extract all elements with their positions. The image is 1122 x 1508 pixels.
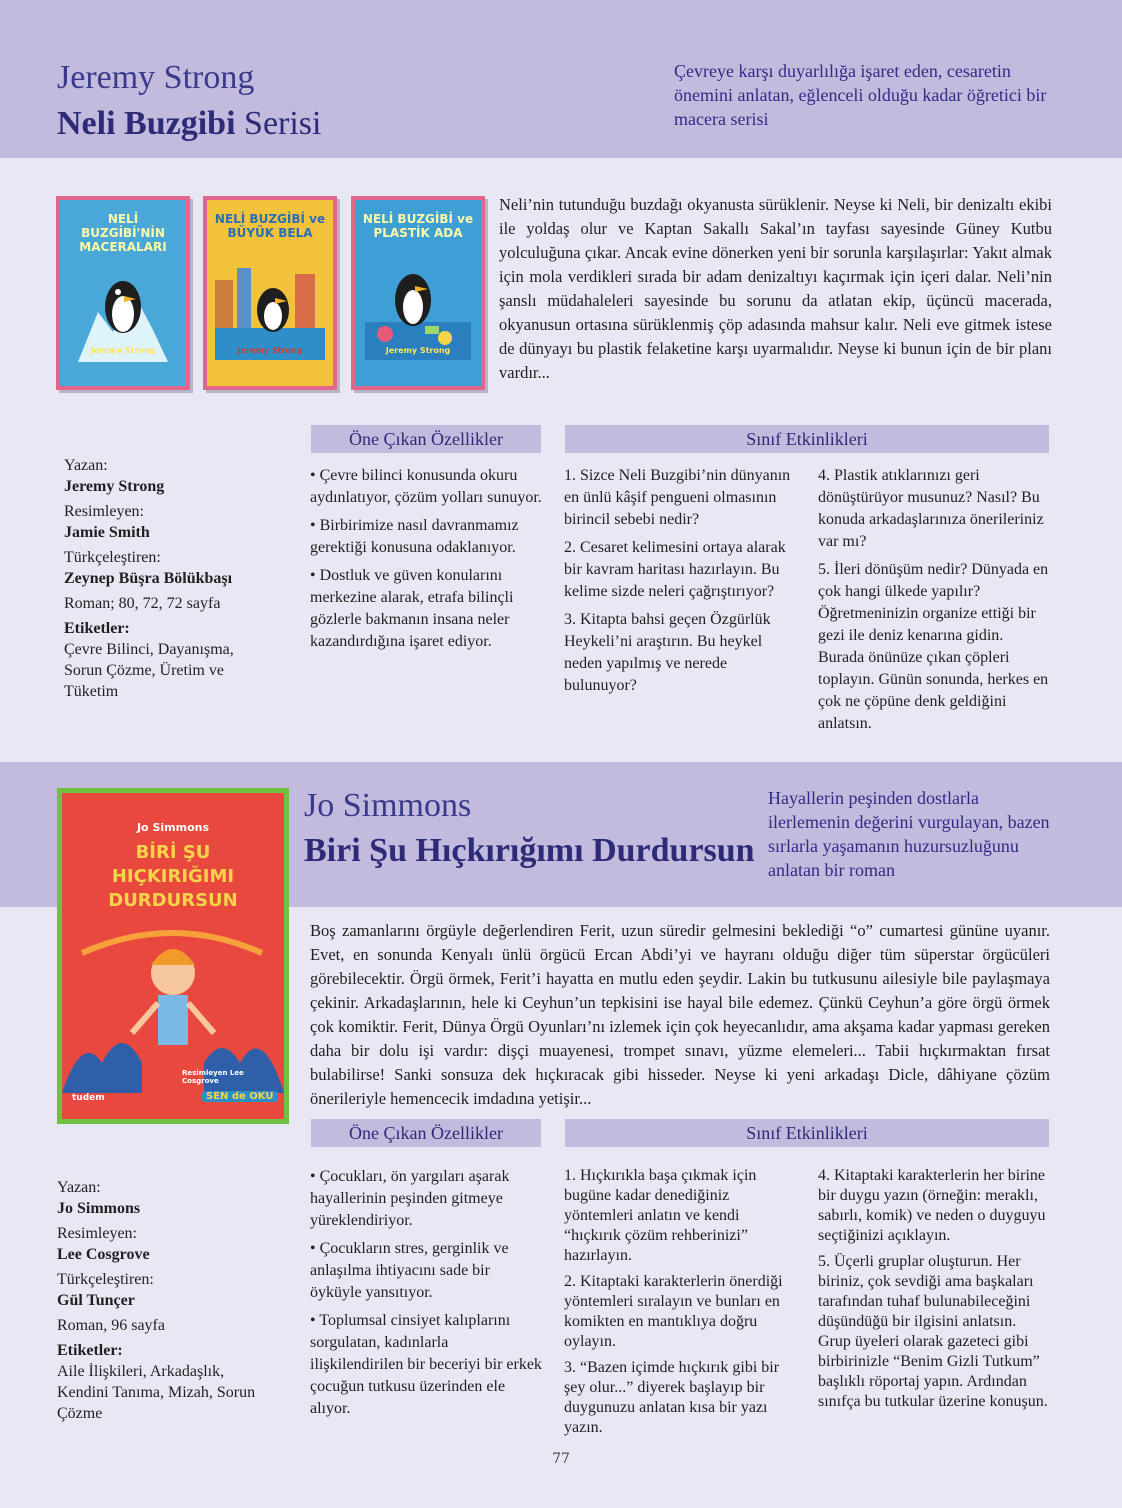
book1-activities-left [564,465,796,703]
book1-cover-3-author: Jeremy Strong [385,346,451,355]
book1-activity-item: 1. Sizce Neli Buzgibi’nin dünyanın en ünlü kâşif pengueni olmasının birincil sebebi nedir? [564,467,791,528]
book1-features-header: Öne Çıkan Özellikler [311,425,541,453]
book2-meta [57,1177,287,1424]
book2-tagline: Hayallerin peşinden dostlarla ilerlemenin değerini vurgulayan, bazen sırlarla yaşamanın huzursuzluğunu anlatan bir roman [768,788,1050,880]
book1-feature-item: • Çevre bilinci konusunda okuru aydınlatıyor, çözüm yolları sunuyor. [310,467,542,506]
book1-cover-3 [351,196,485,390]
book2-activities-left [564,1166,796,1444]
book2-feature-item: • Toplumsal cinsiyet kalıplarını sorgulatan, kadınlarla ilişkilendirilen bir beceriyi bir erkek çocuğun tutkusu üzerinden ele alıyor. [310,1312,542,1417]
book2-cover-series: SEN de OKU [202,1091,278,1102]
book1-tags: Çevre Bilinci, Dayanışma, Sorun Çözme, Üretim ve Tüketim [64,641,234,700]
penguin-city-illustration-icon [215,260,325,360]
book2-illustrator-label: Resimleyen: [57,1225,137,1242]
book1-cover-1 [56,196,190,390]
book1-illustrator: Jamie Smith [64,524,150,541]
book1-cover-2 [203,196,337,390]
book2-activity-item: 3. “Bazen içimde hıçkırık gibi bir şey olur...” diyerek başlayıp bir duygunuzu anlatan kısa bir yazı yazın. [564,1359,780,1436]
book2-activities-header: Sınıf Etkinlikleri [565,1119,1049,1147]
book2-tags: Aile İlişkileri, Arkadaşlık, Kendini Tanıma, Mizah, Sorun Çözme [57,1363,256,1422]
book1-title-bold: Neli Buzgibi [57,105,236,142]
book2-cover-title: BİRİ ŞU HIÇKIRIĞIMI DURDURSUN [108,842,238,911]
book1-activities-header: Sınıf Etkinlikleri [565,425,1049,453]
book1-feature-item: • Dostluk ve güven konularını merkezine alarak, etrafa bilinçli gözlerle bakmanın insana neler kazandırdığına işaret ediyor. [310,567,514,650]
book1-activity-item: 5. İleri dönüşüm nedir? Dünyada en çok hangi ülkede yapılır? Öğretmeninizin organize ettiği bir gezi ile deniz kenarına gidin. Burada önünüze çıkan çöpleri toplayın. Günün sonunda, herkes en çok ne çöpüne denk geldiğini anlatsın. [818,561,1049,732]
book2-activity-item: 5. Üçerli gruplar oluşturun. Her biriniz, çok sevdiği ama başkaları tarafından tuhaf bulunabileceğini düşündüğü bir ilgisini anlatsın. Grup üyeleri olarak gazeteci gibi birbirinizle “Benim Gizli Tutkum” başlıklı röportaj yapın. Ardından sınıfça bu tutkular üzerine konuşun. [818,1253,1048,1410]
book1-writer-label: Yazan: [64,457,108,474]
book1-tagline: Çevreye karşı duyarlılığa işaret eden, cesaretin önemini anlatan, eğlenceli olduğu kadar öğretici bir macera serisi [674,61,1047,129]
book1-writer: Jeremy Strong [64,478,165,495]
book2-title [304,831,755,871]
book2-feature-item: • Çocukların stres, gerginlik ve anlaşılma ihtiyacını sade bir öyküyle yansıtıyor. [310,1240,509,1301]
book1-illustrator-label: Resimleyen: [64,503,144,520]
hiccup-boy-illustration-icon [62,913,284,1093]
book1-translator: Zeynep Büşra Bölükbaşı [64,570,233,587]
book2-translator-label: Türkçeleştiren: [57,1271,154,1288]
book1-activities-right [818,465,1050,741]
book1-tags-label: Etiketler: [64,620,130,637]
book2-format: Roman, 96 sayfa [57,1317,165,1334]
book1-cover-1-title: NELİ BUZGİBİ'NİN MACERALARI [79,212,167,254]
book2-cover-author: Jo Simmons [136,821,210,834]
book1-cover-3-title: NELİ BUZGİBİ ve PLASTİK ADA [362,212,474,240]
book1-format: Roman; 80, 72, 72 sayfa [64,595,221,612]
book1-author: Jeremy Strong [57,59,255,96]
book2-cover-illustrator: Resimleyen Lee Cosgrove [182,1069,244,1085]
book2-summary: Boş zamanlarını örgüyle değerlendiren Ferit, uzun süredir gelmesini beklediği “o” cumartesi gününe uyanır. Evet, en sonunda Kenyalı ünlü örgücü Ercan Abdi’yi ve hayranı olduğu diğer tüm süperstar örgücüleri görebilecektir. Örgü örmek, Ferit’i hayatta en mutlu eden şeydir. Lakin bu tutkusunu ailesiyle bile paylaşmaya çekinir. Arkadaşlarının, hele ki Ceyhun’un tepkisini ise hayal bile edemez. Çünkü Ceyhun’a göre örgü örmek çok komiktir. Ferit, Dünya Örgü Oyunları’nı izlemek için çok heyecanlıdır, ama akşama kadar yapması gereken daha bir dolu işi vardır: dişçi muayenesi, trompet sınavı, yüzme elemeleri... Tabii hıçkırmaktan fırsat bulabilirse! Sanki sonsuza dek hıçkıracak gibi hisseder. Neyse ki yeni arkadaşı Dicle, dâhiyane çözüm önerileriyle hemencecik imdadına yetişir... [310,921,1050,1108]
book2-activities-right [818,1166,1050,1418]
book2-cover-publisher: tudem [72,1093,105,1103]
book1-cover-2-title: NELİ BUZGİBİ ve BÜYÜK BELA [214,212,326,240]
page-number: 77 [552,1451,570,1467]
book1-cover-1-author: Jeremy Strong [90,346,156,355]
book2-activity-item: 2. Kitaptaki karakterlerin önerdiği yöntemleri sıralayın ve bunları en komikten en mantıklıya doğru oylayın. [564,1273,783,1350]
book2-writer: Jo Simmons [57,1200,141,1217]
book1-cover-2-author: Jeremy Strong [237,346,303,355]
book2-feature-item: • Çocukları, ön yargıları aşarak hayallerinin peşinden gitmeye yüreklendiriyor. [310,1168,510,1229]
book1-features [310,465,542,659]
book1-feature-item: • Birbirimize nasıl davranmamız gerektiği konusuna odaklanıyor. [310,517,519,556]
book2-tags-label: Etiketler: [57,1342,123,1359]
book1-title-rest: Serisi [235,105,322,142]
book1-title [57,104,321,144]
book1-translator-label: Türkçeleştiren: [64,549,161,566]
book1-activity-item: 4. Plastik atıklarınızı geri dönüştürüyor musunuz? Nasıl? Bu konuda arkadaşlarınıza önerileriniz var mı? [818,467,1044,550]
penguin-plastic-illustration-icon [365,256,471,360]
book2-author: Jo Simmons [304,787,472,824]
book1-summary: Neli’nin tutunduğu buzdağı okyanusta sürüklenir. Neyse ki Neli, bir denizaltı ekibi ile yoldaş olur ve Kaptan Sakallı Sakal’ın tayfası sayesinde Güney Kutbu yolculuğuna çıkar. Ancak evine dönerken yeni bir sorunla karşılaşırlar: Yakıt almak için mola verdikleri sırada bir adam denizaltıyı kaçırmak için içeri dalar. Neli’nin şanslı müdahaleleri sayesinde bu sorunu da atlatan ekip, üçüncü macerada, okyanusun ortasına sürüklenmiş çöp adasında mahsur kalır. Neli eve gitmek istese de dünyayı bu plastik felaketine karşı uyarmalıdır. Neyse ki bunun için de bir planı vardır... [499,195,1052,382]
book2-title-text: Biri Şu Hıçkırığımı Durdursun [304,832,755,869]
book1-meta [64,455,294,702]
book1-activity-item: 3. Kitapta bahsi geçen Özgürlük Heykeli’ni araştırın. Bu heykel neden yapılmış ve nerede bulunuyor? [564,611,771,694]
book2-translator: Gül Tunçer [57,1292,135,1309]
book2-activity-item: 1. Hıçkırıkla başa çıkmak için bugüne kadar denediğiniz yöntemleri anlatın ve kendi “hıçkırık çözüm rehberinizi” hazırlayın. [564,1167,757,1264]
book2-cover [57,788,289,1124]
book2-illustrator: Lee Cosgrove [57,1246,150,1263]
book1-activity-item: 2. Cesaret kelimesini ortaya alarak bir kavram haritası hazırlayın. Bu kelime sizde neleri çağrıştırıyor? [564,539,786,600]
book2-features-header: Öne Çıkan Özellikler [311,1119,541,1147]
book2-writer-label: Yazan: [57,1179,101,1196]
book2-features [310,1166,542,1426]
book2-activity-item: 4. Kitaptaki karakterlerin her birine bir duygu yazın (örneğin: meraklı, sabırlı, komik) ve neden o duyguyu seçtiğinizi açıklayın. [818,1167,1046,1244]
